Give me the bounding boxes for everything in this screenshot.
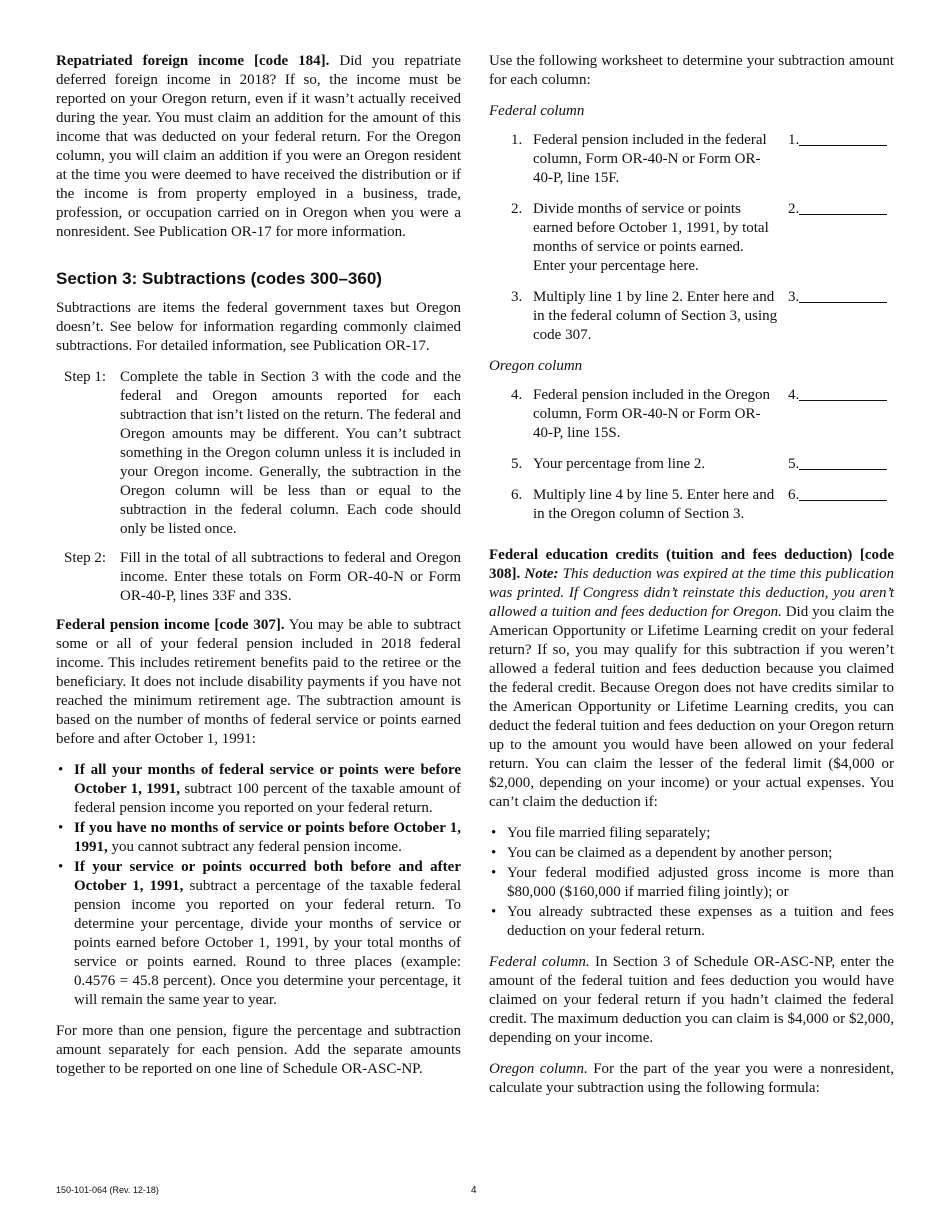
list-item <box>489 824 894 843</box>
education-paragraph <box>489 546 894 812</box>
blank-label: 6. <box>788 487 800 503</box>
right-column <box>489 52 894 1110</box>
line-number: 5. <box>511 456 523 472</box>
line-text: Your percentage from line 2. <box>533 456 706 472</box>
step-text: Complete the table in Section 3 with the code and the federal and Oregon amounts reported for each subtraction that isn’t listed on the return. The federal and Oregon amounts may be different. You can’t subtract something in the Oregon column unless it is included in your Oregon income. Generally, the subtraction in the Oregon column will be less than or equal to the subtraction in the federal column. Each code should only be listed once. <box>120 369 462 537</box>
worksheet-line-4 <box>511 386 894 443</box>
oregon-column-title: Oregon column. <box>489 1061 588 1077</box>
note-text: This deduction was expired at the time this publication was printed. If Congress didn’t reinstate this deduction, you aren’t allowed a tuition and fees deduction for Oregon. <box>489 566 894 620</box>
pension-bullet-list <box>56 761 461 1010</box>
oregon-column-paragraph <box>489 1060 894 1098</box>
education-body: Did you claim the American Opportunity or Lifetime Learning credit on your federal return? If so, you may qualify for this subtraction if you weren’t allowed a federal tuition and fees deduction because you claimed the federal credit. Because Oregon does not have credits similar to the American Opportunity or Lifetime Learning credits, you can deduct the federal tuition and fees deduction on your Oregon return up to the amount you would have been allowed on your federal return. You can claim the lesser of the federal limit ($4,000 or $2,000, depending on your income) or your actual expenses. You can’t claim the deduction if: <box>489 604 894 810</box>
list-item <box>56 761 461 818</box>
blank-line[interactable] <box>799 486 887 501</box>
step-label: Step 1: <box>64 369 107 385</box>
line-text: Federal pension included in the federal column, Form OR-40-N or Form OR-40-P, line 15F. <box>533 132 767 186</box>
federal-column-title: Federal column. <box>489 954 590 970</box>
list-item <box>489 864 894 902</box>
bullet-icon: • <box>58 762 64 778</box>
blank-line[interactable] <box>799 200 887 215</box>
step-label: Step 2: <box>64 550 107 566</box>
oregon-column-label: Oregon column <box>489 358 583 374</box>
bullet-text: You can be claimed as a dependent by another person; <box>507 845 833 861</box>
line-text: Multiply line 4 by line 5. Enter here and in the Oregon column of Section 3. <box>533 487 775 522</box>
line-blank[interactable] <box>788 131 888 188</box>
bullet-text: you cannot subtract any federal pension income. <box>107 839 402 855</box>
federal-column-text: In Section 3 of Schedule OR-ASC-NP, enter the amount of the federal tuition and fees deduction you would have claimed on your federal return if you hadn’t claimed the federal credit. The maximum deduction you can claim is $4,000 or $2,000, depending on your income. <box>489 954 895 1046</box>
pension-body: You may be able to subtract some or all of your federal pension included in 2018 federal income. This includes retirement benefits paid to the retiree or the beneficiary. It does not include disability payments if you have not reached the minimum retirement age. The subtraction amount is based on the number of months of federal service or points earned before and after October 1, 1991: <box>56 617 461 747</box>
worksheet-line-6 <box>511 486 894 524</box>
line-text: Federal pension included in the Oregon column, Form OR-40-N or Form OR-40-P, line 15S. <box>533 387 771 441</box>
bullet-text: You already subtracted these expenses as a tuition and fees deduction on your federal return. <box>507 904 894 939</box>
list-item <box>489 844 894 863</box>
pension-title: Federal pension income [code 307]. <box>56 617 285 633</box>
blank-label: 4. <box>788 387 800 403</box>
page-number: 4 <box>471 1185 477 1196</box>
bullet-bold: If all your months of federal service or points were before October 1, 1991, <box>74 762 461 797</box>
blank-label: 5. <box>788 456 800 472</box>
repatriated-body: Did you repatriate deferred foreign income in 2018? If so, the income must be reported on your Oregon return, even if it wasn’t actually received during the year. You must claim an addition for the amount of this income that was deducted on your federal return. For the Oregon column, you will claim an addition if you were an Oregon resident at the time you were deemed to have received the distribution or if the income is from property employed in a business, trade, profession, or occupation carried on in Oregon when you were a nonresident. See Publication OR-17 for more information. <box>56 53 462 240</box>
bullet-bold: If your service or points occurred both before and after October 1, 1991, <box>74 859 461 894</box>
worksheet-intro: Use the following worksheet to determine your subtraction amount for each column: <box>489 53 894 88</box>
more-than-one-pension: For more than one pension, figure the percentage and subtraction amount separately for each pension. Add the separate amounts together to be reported on one line of Schedule OR-ASC-NP. <box>56 1023 461 1077</box>
list-item <box>56 819 461 857</box>
line-blank[interactable] <box>788 200 888 276</box>
repatriated-paragraph <box>56 52 461 242</box>
federal-column-paragraph <box>489 953 894 1048</box>
step-text: Fill in the total of all subtractions to federal and Oregon income. Enter these totals on Form OR-40-N or Form OR-40-P, lines 33F and 33S. <box>120 550 461 604</box>
list-item <box>56 858 461 1010</box>
list-item <box>489 903 894 941</box>
section-3-heading: Section 3: Subtractions (codes 300–360) <box>56 269 382 288</box>
bullet-icon: • <box>491 845 497 861</box>
bullet-text: subtract a percentage of the taxable federal pension income you reported on your federal return. To determine your percentage, divide your months of service or points earned before October 1, 1991, by your total months of service or points earned. Round to three places (example: 0.4576 = 45.8 percent). Once you determine your percentage, it will remain the same year to year. <box>74 878 461 1008</box>
bullet-icon: • <box>491 825 497 841</box>
left-column <box>56 52 461 1091</box>
bullet-text: subtract 100 percent of the taxable amount of federal pension income you reported on your federal return. <box>74 781 461 816</box>
step-1 <box>64 368 461 539</box>
blank-label: 1. <box>788 132 800 148</box>
education-title: Federal education credits (tuition and fees deduction) [code 308]. <box>489 547 894 582</box>
line-number: 3. <box>511 289 523 305</box>
line-number: 2. <box>511 201 523 217</box>
line-text: Divide months of service or points earned before October 1, 1991, by total months of service or points earned. Enter your percentage here. <box>533 201 769 274</box>
line-text: Multiply line 1 by line 2. Enter here and in the federal column of Section 3, using code 307. <box>533 289 778 343</box>
worksheet-line-1 <box>511 131 894 188</box>
bullet-text: You file married filing separately; <box>507 825 711 841</box>
bullet-icon: • <box>58 820 64 836</box>
oregon-column-text: For the part of the year you were a nonresident, calculate your subtraction using the following formula: <box>489 1061 894 1096</box>
line-blank[interactable] <box>788 486 888 524</box>
blank-line[interactable] <box>799 386 887 401</box>
line-blank[interactable] <box>788 455 888 474</box>
worksheet-line-3 <box>511 288 894 345</box>
blank-label: 2. <box>788 201 800 217</box>
pension-paragraph <box>56 616 461 749</box>
step-2 <box>64 549 461 606</box>
line-blank[interactable] <box>788 288 888 345</box>
note-label: Note: <box>524 566 559 582</box>
bullet-bold: If you have no months of service or points before October 1, 1991, <box>74 820 461 855</box>
bullet-icon: • <box>58 859 64 875</box>
line-number: 4. <box>511 387 523 403</box>
education-bullet-list <box>489 824 894 941</box>
worksheet-line-5 <box>511 455 894 474</box>
worksheet-line-2 <box>511 200 894 276</box>
line-blank[interactable] <box>788 386 888 443</box>
bullet-text: Your federal modified adjusted gross income is more than $80,000 ($160,000 if married filing jointly); or <box>507 865 894 900</box>
federal-column-label: Federal column <box>489 103 585 119</box>
repatriated-title: Repatriated foreign income [code 184]. <box>56 53 330 69</box>
bullet-icon: • <box>491 865 497 881</box>
bullet-icon: • <box>491 904 497 920</box>
blank-line[interactable] <box>799 455 887 470</box>
blank-label: 3. <box>788 289 800 305</box>
section-3-intro: Subtractions are items the federal government taxes but Oregon doesn’t. See below for information regarding commonly claimed subtractions. For detailed information, see Publication OR-17. <box>56 300 461 354</box>
form-id: 150-101-064 (Rev. 12-18) <box>56 1185 159 1195</box>
line-number: 6. <box>511 487 523 503</box>
line-number: 1. <box>511 132 523 148</box>
blank-line[interactable] <box>799 131 887 146</box>
blank-line[interactable] <box>799 288 887 303</box>
